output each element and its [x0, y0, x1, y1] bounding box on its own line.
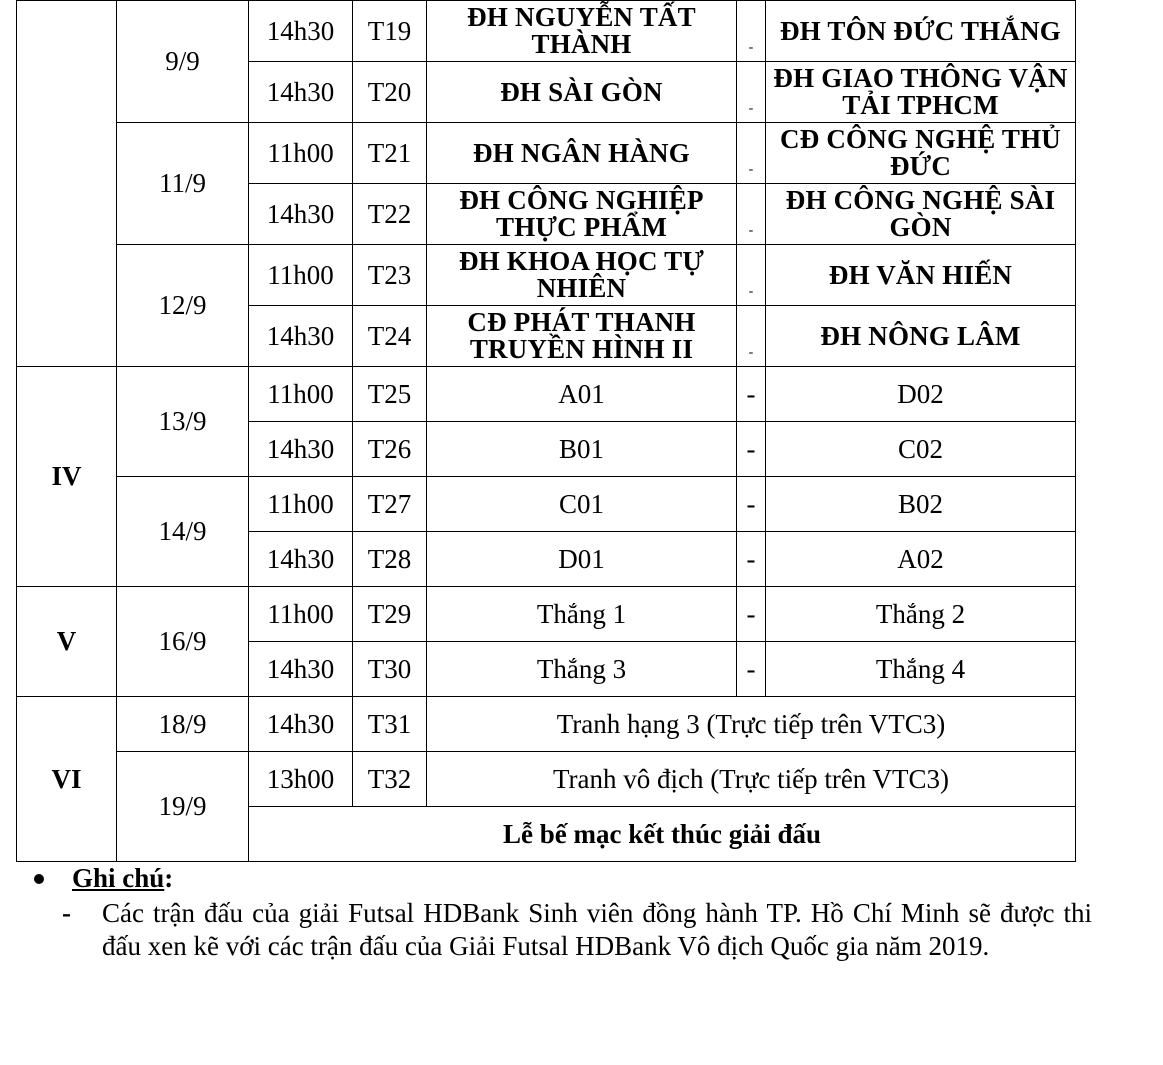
home-team-cell: ĐH NGUYỄN TẤT THÀNH [427, 1, 737, 62]
separator-cell: - [737, 62, 766, 123]
time-cell: 11h00 [249, 123, 353, 184]
notes-section [34, 862, 1092, 963]
time-cell: 14h30 [249, 306, 353, 367]
date-cell: 13/9 [117, 367, 249, 477]
round-cell: VI [17, 697, 117, 862]
home-team-cell: ĐH CÔNG NGHIỆP THỰC PHẨM [427, 184, 737, 245]
time-cell: 14h30 [249, 1, 353, 62]
home-team-cell: ĐH KHOA HỌC TỰ NHIÊN [427, 245, 737, 306]
table-row [17, 123, 1076, 184]
time-cell: 14h30 [249, 422, 353, 477]
away-team-cell: ĐH TÔN ĐỨC THẮNG [766, 1, 1076, 62]
date-cell: 11/9 [117, 123, 249, 245]
away-team-cell: C02 [766, 422, 1076, 477]
round-cell: V [17, 587, 117, 697]
separator-cell: - [737, 642, 766, 697]
home-team-cell: D01 [427, 532, 737, 587]
time-cell: 11h00 [249, 245, 353, 306]
separator-cell: - [737, 477, 766, 532]
away-team-cell: D02 [766, 367, 1076, 422]
note-heading-colon: : [164, 863, 174, 893]
time-cell: 14h30 [249, 697, 353, 752]
home-team-cell: A01 [427, 367, 737, 422]
match-code-cell: T28 [353, 532, 427, 587]
date-cell: 14/9 [117, 477, 249, 587]
table-row [17, 367, 1076, 422]
note-text: Các trận đấu của giải Futsal HDBank Sinh viên đồng hành TP. Hồ Chí Minh sẽ được thi đấu xen kẽ với các trận đấu của Giải Futsal HDBank Vô địch Quốc gia năm 2019. [102, 898, 1092, 961]
separator-cell: - [737, 422, 766, 477]
match-code-cell: T20 [353, 62, 427, 123]
time-cell: 13h00 [249, 752, 353, 807]
away-team-cell: ĐH NÔNG LÂM [766, 306, 1076, 367]
note-heading-label: Ghi chú [72, 863, 165, 893]
match-code-cell: T27 [353, 477, 427, 532]
match-description-cell: Tranh hạng 3 (Trực tiếp trên VTC3) [427, 697, 1076, 752]
separator-cell: - [737, 1, 766, 62]
away-team-cell: A02 [766, 532, 1076, 587]
home-team-cell: ĐH SÀI GÒN [427, 62, 737, 123]
table-row [17, 1, 1076, 62]
away-team-cell: Thắng 4 [766, 642, 1076, 697]
separator-cell: - [737, 184, 766, 245]
separator-cell: - [737, 367, 766, 422]
home-team-cell: C01 [427, 477, 737, 532]
time-cell: 14h30 [249, 642, 353, 697]
time-cell: 14h30 [249, 184, 353, 245]
note-heading-row [34, 862, 1092, 895]
round-cell [17, 1, 117, 367]
table-row [17, 697, 1076, 752]
match-code-cell: T19 [353, 1, 427, 62]
time-cell: 14h30 [249, 62, 353, 123]
time-cell: 11h00 [249, 477, 353, 532]
date-cell: 9/9 [117, 1, 249, 123]
match-description-cell: Tranh vô địch (Trực tiếp trên VTC3) [427, 752, 1076, 807]
date-cell: 12/9 [117, 245, 249, 367]
away-team-cell: CĐ CÔNG NGHỆ THỦ ĐỨC [766, 123, 1076, 184]
time-cell: 14h30 [249, 532, 353, 587]
away-team-cell: ĐH GIAO THÔNG VẬN TẢI TPHCM [766, 62, 1076, 123]
match-code-cell: T23 [353, 245, 427, 306]
separator-cell: - [737, 587, 766, 642]
time-cell: 11h00 [249, 587, 353, 642]
table-row [17, 587, 1076, 642]
table-row [17, 477, 1076, 532]
note-item [34, 897, 1092, 963]
match-code-cell: T29 [353, 587, 427, 642]
match-code-cell: T24 [353, 306, 427, 367]
match-code-cell: T25 [353, 367, 427, 422]
separator-cell: - [737, 123, 766, 184]
home-team-cell: ĐH NGÂN HÀNG [427, 123, 737, 184]
home-team-cell: B01 [427, 422, 737, 477]
match-schedule-table [16, 0, 1076, 862]
separator-cell: - [737, 245, 766, 306]
dash-bullet: - [62, 898, 71, 928]
note-heading [72, 862, 173, 895]
match-code-cell: T32 [353, 752, 427, 807]
home-team-cell: CĐ PHÁT THANH TRUYỀN HÌNH II [427, 306, 737, 367]
separator-cell: - [737, 532, 766, 587]
date-cell: 19/9 [117, 752, 249, 862]
home-team-cell: Thắng 3 [427, 642, 737, 697]
match-code-cell: T26 [353, 422, 427, 477]
date-cell: 18/9 [117, 697, 249, 752]
table-row [17, 752, 1076, 807]
home-team-cell: Thắng 1 [427, 587, 737, 642]
time-cell: 11h00 [249, 367, 353, 422]
match-code-cell: T22 [353, 184, 427, 245]
away-team-cell: B02 [766, 477, 1076, 532]
separator-cell: - [737, 306, 766, 367]
away-team-cell: ĐH VĂN HIẾN [766, 245, 1076, 306]
match-code-cell: T31 [353, 697, 427, 752]
match-code-cell: T30 [353, 642, 427, 697]
away-team-cell: ĐH CÔNG NGHỆ SÀI GÒN [766, 184, 1076, 245]
table-row [17, 245, 1076, 306]
date-cell: 16/9 [117, 587, 249, 697]
match-code-cell: T21 [353, 123, 427, 184]
closing-ceremony-cell: Lễ bế mạc kết thúc giải đấu [249, 807, 1076, 862]
bullet-icon [34, 874, 44, 884]
away-team-cell: Thắng 2 [766, 587, 1076, 642]
round-cell: IV [17, 367, 117, 587]
